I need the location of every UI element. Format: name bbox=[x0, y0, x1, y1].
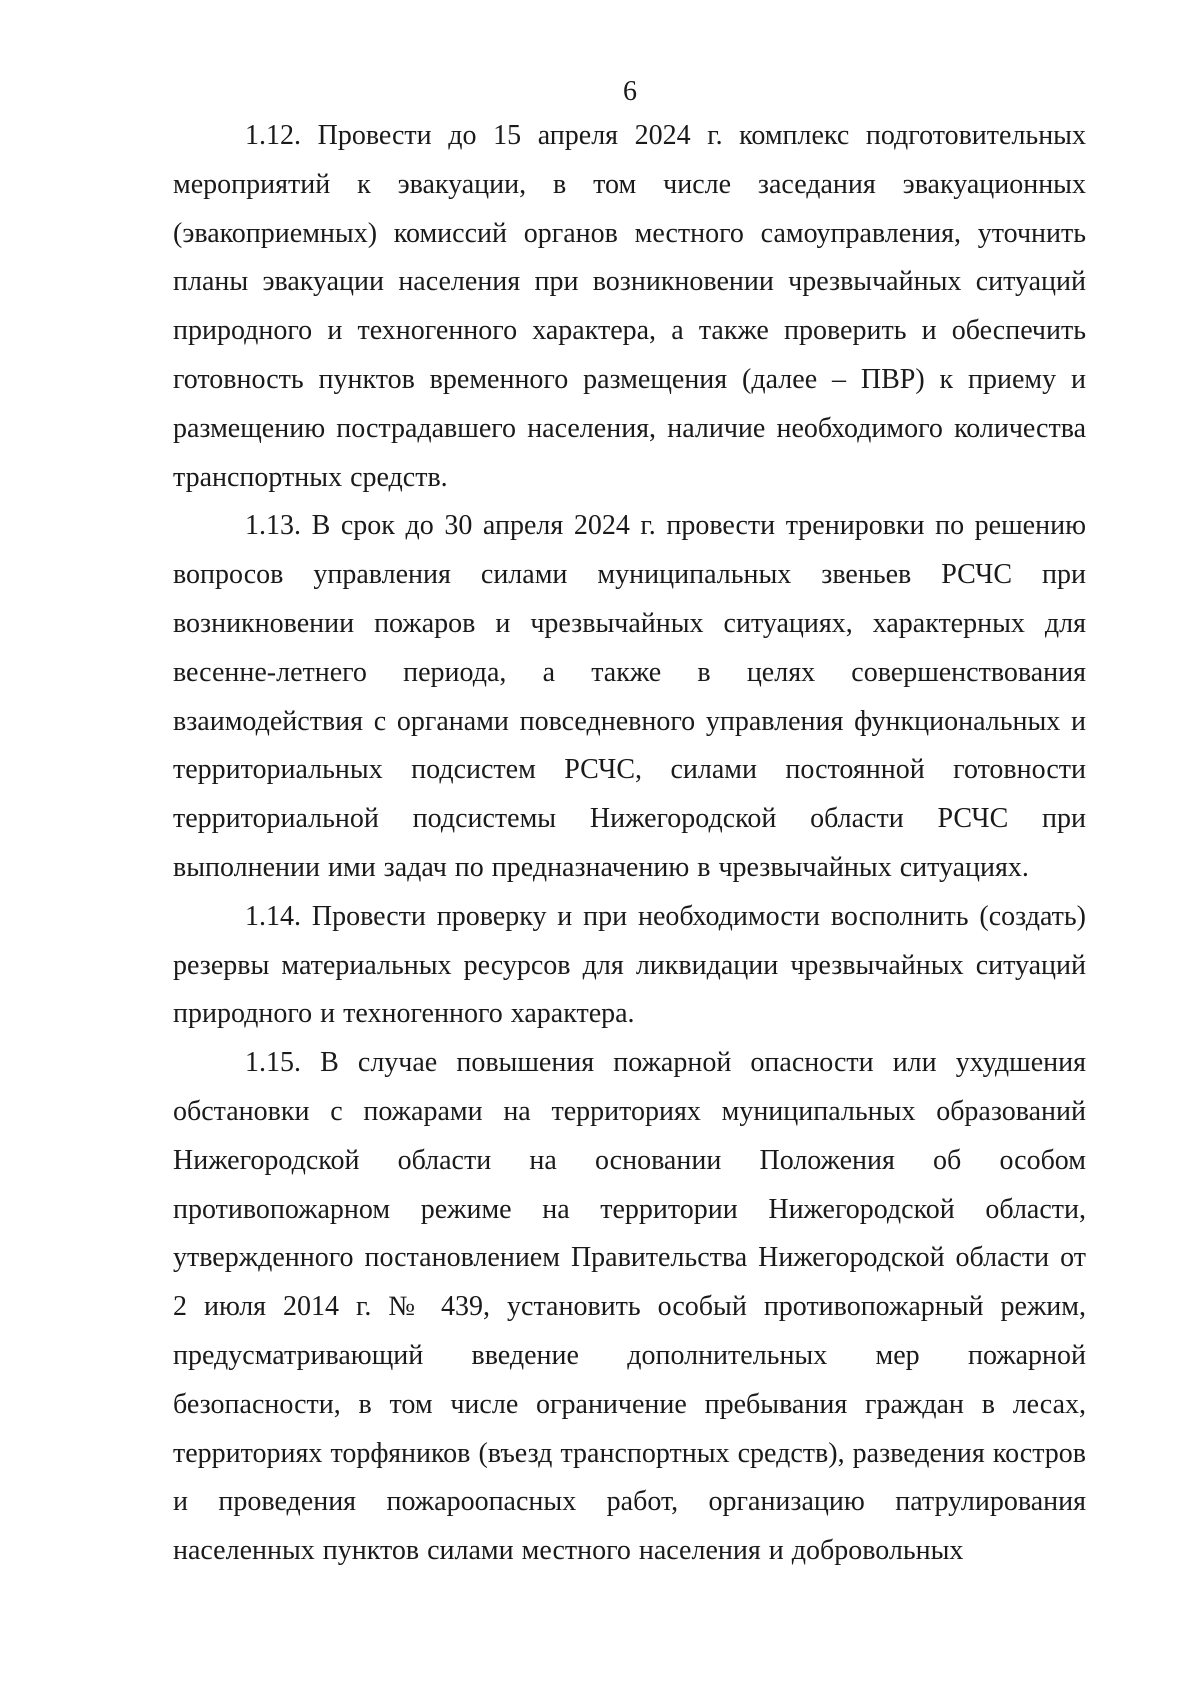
paragraph-1-13: 1.13. В срок до 30 апреля 2024 г. провести тренировки по решению вопросов управления силами муниципальных звеньев РСЧС при возникновении пожаров и чрезвычайных ситуациях, характерных для весенне-летнего периода, а также в целях совершенствования взаимодействия с органами повседневного управления функциональных и территориальных подсистем РСЧС, силами постоянной готовности территориальной подсистемы Нижегородской области РСЧС при выполнении ими задач по предназначению в чрезвычайных ситуациях. bbox=[173, 510, 1086, 883]
paragraph-1-14: 1.14. Провести проверку и при необходимости восполнить (создать) резервы материальных ресурсов для ликвидации чрезвычайных ситуаций природного и техногенного характера. bbox=[173, 900, 1086, 1030]
paragraph-1-12: 1.12. Провести до 15 апреля 2024 г. комплекс подготовительных мероприятий к эвакуации, в том числе заседания эвакуационных (эвакоприемных) комиссий органов местного самоуправления, уточнить планы эвакуации населения при возникновении чрезвычайных ситуаций природного и техногенного характера, а также проверить и обеспечить готовность пунктов временного размещения (далее – ПВР) к приему и размещению пострадавшего населения, наличие необходимого количества транспортных средств. bbox=[173, 120, 1086, 493]
page-number: 6 bbox=[623, 76, 637, 107]
paragraph-1-15: 1.15. В случае повышения пожарной опасности или ухудшения обстановки с пожарами на территориях муниципальных образований Нижегородской области на основании Положения об особом противопожарном режиме на территории Нижегородской области, утвержденного постановлением Правительства Нижегородской области от 2 июля 2014 г. № 439, установить особый противопожарный режим, предусматривающий введение дополнительных мер пожарной безопасности, в том числе ограничение пребывания граждан в лесах, территориях торфяников (въезд транспортных средств), разведения костров и проведения пожароопасных работ, организацию патрулирования населенных пунктов силами местного населения и добровольных bbox=[173, 1047, 1086, 1567]
document-body bbox=[173, 112, 1086, 1576]
